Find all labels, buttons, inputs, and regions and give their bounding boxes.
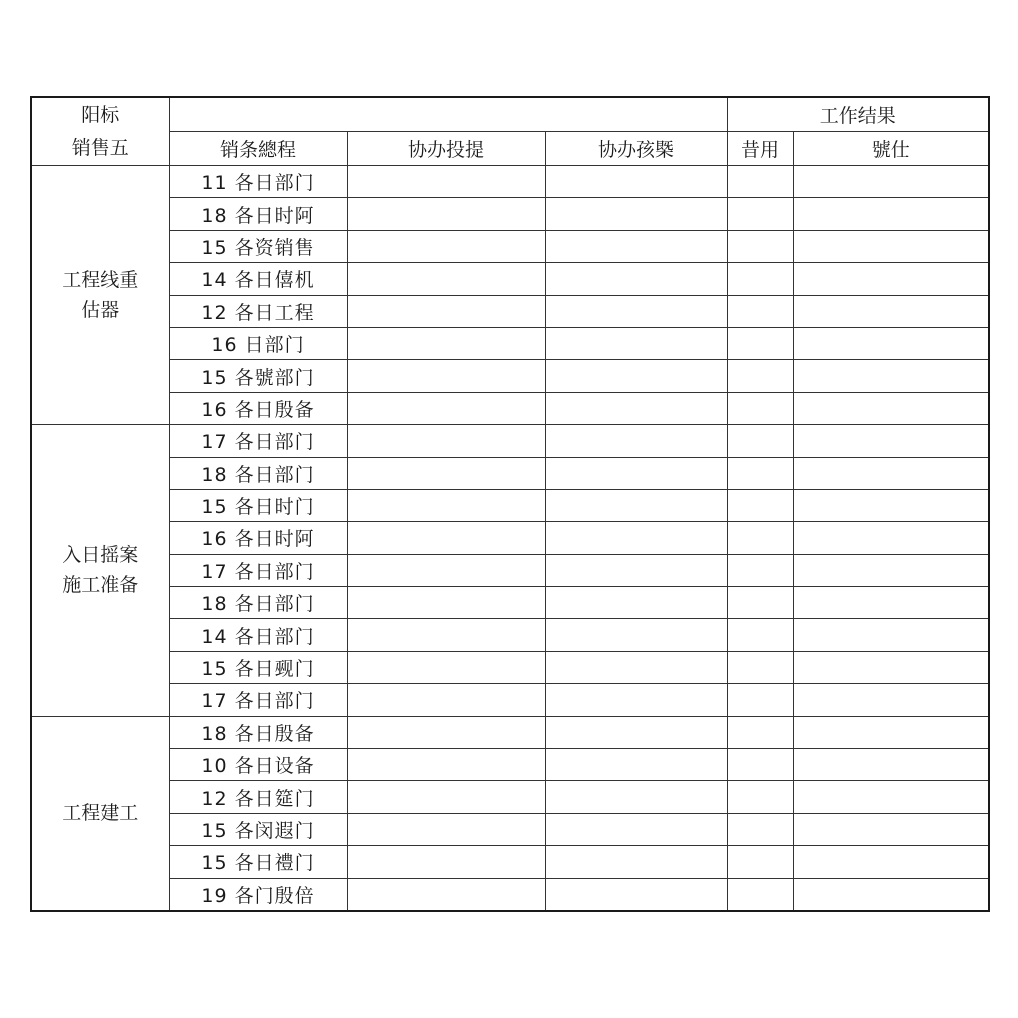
- work-schedule-table: [30, 96, 990, 912]
- blank-entry-cell[interactable]: [347, 716, 545, 748]
- blank-entry-cell[interactable]: [545, 425, 727, 457]
- table-row: [31, 522, 989, 554]
- task-item-cell: 14 各日部门: [169, 619, 347, 651]
- task-item-cell: 18 各日殷备: [169, 716, 347, 748]
- blank-entry-cell[interactable]: [545, 781, 727, 813]
- header-row-1: [31, 97, 989, 132]
- blank-entry-cell[interactable]: [545, 198, 727, 230]
- blank-entry-cell[interactable]: [793, 781, 989, 813]
- table-row: [31, 360, 989, 392]
- task-item-cell: 16 日部门: [169, 327, 347, 359]
- blank-entry-cell[interactable]: [347, 327, 545, 359]
- blank-entry-cell[interactable]: [727, 198, 793, 230]
- blank-entry-cell[interactable]: [727, 651, 793, 683]
- task-item-cell: 15 各资销售: [169, 230, 347, 262]
- blank-entry-cell[interactable]: [347, 878, 545, 911]
- blank-entry-cell[interactable]: [727, 554, 793, 586]
- corner-header-line1: 阳标: [81, 103, 120, 126]
- blank-entry-cell[interactable]: [727, 716, 793, 748]
- blank-entry-cell[interactable]: [727, 878, 793, 911]
- blank-entry-cell[interactable]: [347, 522, 545, 554]
- blank-entry-cell[interactable]: [727, 425, 793, 457]
- blank-entry-cell[interactable]: [545, 813, 727, 845]
- stage-label-line2: 施工准备: [62, 574, 139, 597]
- task-item-cell: 12 各日筵门: [169, 781, 347, 813]
- blank-entry-cell[interactable]: [793, 327, 989, 359]
- blank-entry-cell[interactable]: [727, 749, 793, 781]
- blank-entry-cell[interactable]: [727, 166, 793, 198]
- task-item-cell: 10 各日设备: [169, 749, 347, 781]
- blank-entry-cell[interactable]: [727, 522, 793, 554]
- table-row: [31, 489, 989, 521]
- table-row: [31, 295, 989, 327]
- blank-entry-cell[interactable]: [347, 198, 545, 230]
- blank-entry-cell[interactable]: [793, 716, 989, 748]
- blank-entry-cell[interactable]: [727, 392, 793, 424]
- stage-label-cell: [31, 166, 169, 425]
- blank-entry-cell[interactable]: [727, 781, 793, 813]
- blank-entry-cell[interactable]: [727, 360, 793, 392]
- table-row: [31, 425, 989, 457]
- table-row: [31, 781, 989, 813]
- blank-entry-cell[interactable]: [347, 360, 545, 392]
- blank-entry-cell[interactable]: [545, 327, 727, 359]
- blank-entry-cell[interactable]: [793, 457, 989, 489]
- task-item-cell: 15 各日时门: [169, 489, 347, 521]
- work-results-header: 工作结果: [727, 97, 989, 132]
- blank-entry-cell[interactable]: [793, 392, 989, 424]
- stage-label-line1: 工程线重: [62, 269, 139, 292]
- task-item-cell: 18 各日部门: [169, 457, 347, 489]
- blank-entry-cell[interactable]: [347, 749, 545, 781]
- blank-entry-cell[interactable]: [545, 166, 727, 198]
- task-item-cell: 18 各日部门: [169, 587, 347, 619]
- blank-entry-cell[interactable]: [545, 878, 727, 911]
- task-item-cell: 16 各日殷备: [169, 392, 347, 424]
- blank-entry-cell[interactable]: [727, 587, 793, 619]
- blank-entry-cell[interactable]: [793, 263, 989, 295]
- blank-entry-cell[interactable]: [727, 457, 793, 489]
- blank-entry-cell[interactable]: [793, 749, 989, 781]
- blank-entry-cell[interactable]: [727, 684, 793, 716]
- table-row: [31, 846, 989, 878]
- blank-entry-cell[interactable]: [793, 651, 989, 683]
- blank-entry-cell[interactable]: [793, 166, 989, 198]
- blank-entry-cell[interactable]: [727, 813, 793, 845]
- blank-entry-cell[interactable]: [793, 360, 989, 392]
- table-row: [31, 263, 989, 295]
- task-item-cell: 14 各日僖机: [169, 263, 347, 295]
- blank-entry-cell[interactable]: [545, 749, 727, 781]
- blank-entry-cell[interactable]: [347, 295, 545, 327]
- table-row: [31, 457, 989, 489]
- blank-entry-cell[interactable]: [545, 587, 727, 619]
- blank-entry-cell[interactable]: [793, 813, 989, 845]
- table-row: [31, 619, 989, 651]
- task-item-cell: 18 各日时阿: [169, 198, 347, 230]
- table-row: [31, 230, 989, 262]
- blank-entry-cell[interactable]: [545, 360, 727, 392]
- blank-entry-cell[interactable]: [545, 651, 727, 683]
- task-item-cell: 15 各闵遐门: [169, 813, 347, 845]
- blank-entry-cell[interactable]: [347, 684, 545, 716]
- blank-entry-cell[interactable]: [793, 846, 989, 878]
- blank-entry-cell[interactable]: [347, 457, 545, 489]
- blank-entry-cell[interactable]: [727, 230, 793, 262]
- column-header-1: 协办投提: [347, 132, 545, 166]
- blank-entry-cell[interactable]: [347, 587, 545, 619]
- blank-entry-cell[interactable]: [793, 619, 989, 651]
- blank-entry-cell[interactable]: [727, 846, 793, 878]
- blank-entry-cell[interactable]: [793, 230, 989, 262]
- blank-entry-cell[interactable]: [793, 522, 989, 554]
- stage-label-cell: [31, 716, 169, 911]
- blank-entry-cell[interactable]: [545, 489, 727, 521]
- table-row: [31, 716, 989, 748]
- task-item-cell: 16 各日时阿: [169, 522, 347, 554]
- task-item-cell: 15 各日觋门: [169, 651, 347, 683]
- column-header-4: 號仕: [793, 132, 989, 166]
- blank-entry-cell[interactable]: [545, 554, 727, 586]
- task-item-cell: 11 各日部门: [169, 166, 347, 198]
- blank-entry-cell[interactable]: [347, 489, 545, 521]
- task-item-cell: 12 各日工程: [169, 295, 347, 327]
- blank-entry-cell[interactable]: [347, 392, 545, 424]
- table-row: [31, 651, 989, 683]
- table-row: [31, 813, 989, 845]
- table-row: [31, 166, 989, 198]
- blank-entry-cell[interactable]: [347, 781, 545, 813]
- blank-entry-cell[interactable]: [347, 619, 545, 651]
- blank-entry-cell[interactable]: [793, 554, 989, 586]
- blank-entry-cell[interactable]: [727, 295, 793, 327]
- task-item-cell: 15 各號部门: [169, 360, 347, 392]
- blank-entry-cell[interactable]: [347, 425, 545, 457]
- blank-entry-cell[interactable]: [727, 263, 793, 295]
- blank-entry-cell[interactable]: [545, 684, 727, 716]
- blank-entry-cell[interactable]: [347, 651, 545, 683]
- header-row-2: [31, 132, 989, 166]
- blank-entry-cell[interactable]: [793, 489, 989, 521]
- task-item-cell: 17 各日部门: [169, 684, 347, 716]
- blank-entry-cell[interactable]: [545, 263, 727, 295]
- blank-entry-cell[interactable]: [347, 263, 545, 295]
- blank-entry-cell[interactable]: [347, 166, 545, 198]
- blank-entry-cell[interactable]: [793, 878, 989, 911]
- item-column-header: 销条總程: [169, 132, 347, 166]
- table-row: [31, 198, 989, 230]
- blank-header-cell: [169, 97, 727, 132]
- table-row: [31, 392, 989, 424]
- blank-entry-cell[interactable]: [727, 619, 793, 651]
- blank-entry-cell[interactable]: [545, 457, 727, 489]
- blank-entry-cell[interactable]: [793, 295, 989, 327]
- table-row: [31, 684, 989, 716]
- corner-header-line2: 销售五: [71, 136, 129, 159]
- blank-entry-cell[interactable]: [545, 619, 727, 651]
- schedule-sheet: [30, 96, 988, 924]
- column-header-2: 协办孩槩: [545, 132, 727, 166]
- blank-entry-cell[interactable]: [347, 554, 545, 586]
- blank-entry-cell[interactable]: [793, 684, 989, 716]
- stage-label-cell: [31, 425, 169, 717]
- blank-entry-cell[interactable]: [727, 327, 793, 359]
- blank-entry-cell[interactable]: [545, 716, 727, 748]
- stage-label-line1: 工程建工: [62, 802, 139, 825]
- blank-entry-cell[interactable]: [793, 587, 989, 619]
- blank-entry-cell[interactable]: [545, 230, 727, 262]
- blank-entry-cell[interactable]: [545, 522, 727, 554]
- blank-entry-cell[interactable]: [545, 392, 727, 424]
- blank-entry-cell[interactable]: [347, 230, 545, 262]
- task-item-cell: 15 各日禮门: [169, 846, 347, 878]
- table-row: [31, 749, 989, 781]
- blank-entry-cell[interactable]: [545, 846, 727, 878]
- corner-header-cell: [31, 97, 169, 166]
- task-item-cell: 17 各日部门: [169, 425, 347, 457]
- stage-label-line1: 入日摇案: [62, 544, 139, 567]
- blank-entry-cell[interactable]: [545, 295, 727, 327]
- table-row: [31, 554, 989, 586]
- column-header-3: 昔用: [727, 132, 793, 166]
- table-row: [31, 878, 989, 911]
- table-row: [31, 587, 989, 619]
- table-row: [31, 327, 989, 359]
- task-item-cell: 17 各日部门: [169, 554, 347, 586]
- blank-entry-cell[interactable]: [793, 198, 989, 230]
- blank-entry-cell[interactable]: [793, 425, 989, 457]
- blank-entry-cell[interactable]: [727, 489, 793, 521]
- stage-label-line2: 估器: [81, 299, 120, 322]
- table-body: [31, 97, 989, 911]
- blank-entry-cell[interactable]: [347, 813, 545, 845]
- blank-entry-cell[interactable]: [347, 846, 545, 878]
- task-item-cell: 19 各门殷倍: [169, 878, 347, 911]
